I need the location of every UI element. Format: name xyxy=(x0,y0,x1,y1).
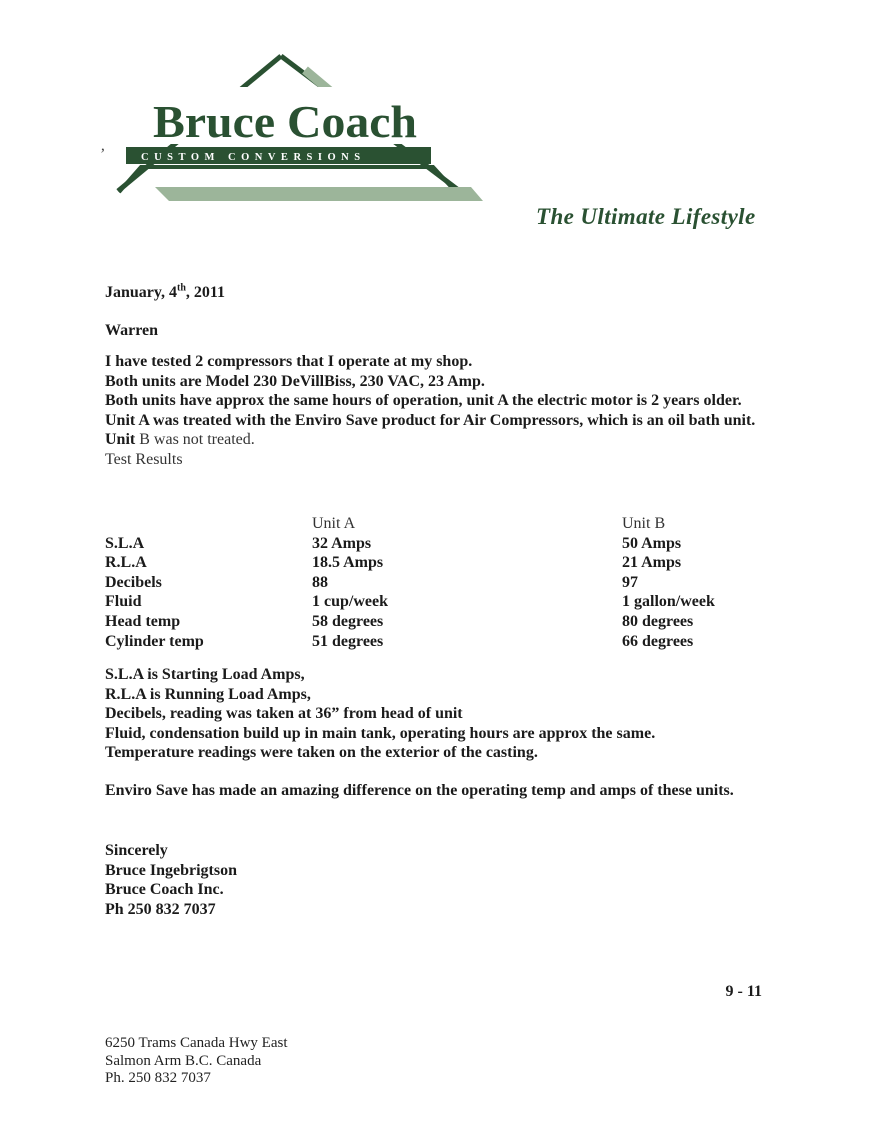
footer-line: Ph. 250 832 7037 xyxy=(105,1070,211,1087)
bruce-coach-logo xyxy=(93,40,483,208)
unit-a-value: 32 Amps xyxy=(312,534,372,552)
row-label: S.L.A xyxy=(105,534,145,552)
date-suffix: , 2011 xyxy=(185,284,226,301)
paragraph-regular-part: B was not treated. xyxy=(135,431,255,449)
table-row xyxy=(105,592,777,612)
unit-a-value: 88 xyxy=(312,573,328,591)
unit-a-value: 51 degrees xyxy=(312,632,384,650)
date-prefix: January, 4 xyxy=(105,284,178,301)
footer-address xyxy=(105,1035,288,1088)
table-header-unit-a: Unit A xyxy=(312,515,356,532)
paragraph: Both units are Model 230 DeVillBiss, 230 VAC, 23 Amp. xyxy=(105,372,485,390)
table-header-empty xyxy=(105,514,312,534)
table-row xyxy=(105,553,777,573)
unit-a-value: 18.5 Amps xyxy=(312,554,384,572)
table-row xyxy=(105,632,777,652)
wordmark-text: Bruce Coach xyxy=(153,96,417,147)
note-line: Temperature readings were taken on the exterior of the casting. xyxy=(105,744,538,762)
date-ordinal: th xyxy=(177,282,186,294)
base-shadow-band xyxy=(155,187,483,201)
tagline: The Ultimate Lifestyle xyxy=(536,204,756,229)
note-line: Decibels, reading was taken at 36” from head of unit xyxy=(105,705,463,723)
paragraph xyxy=(105,430,777,450)
row-label: Cylinder temp xyxy=(105,632,204,650)
unit-a-value: 58 degrees xyxy=(312,612,384,630)
paragraph: Enviro Save has made an amazing difference on the operating temp and amps of these units. xyxy=(105,782,734,799)
paragraph: Both units have approx the same hours of operation, unit A the electric motor is 2 years older. xyxy=(105,392,742,410)
signature-line: Bruce Ingebrigtson xyxy=(105,861,237,879)
unit-a-value: 1 cup/week xyxy=(312,593,388,611)
row-label: Decibels xyxy=(105,573,162,591)
footer-line: Salmon Arm B.C. Canada xyxy=(105,1052,262,1069)
note-line: R.L.A is Running Load Amps, xyxy=(105,685,311,703)
unit-b-value: 66 degrees xyxy=(622,632,694,650)
banner-text: CUSTOM CONVERSIONS xyxy=(141,152,366,163)
unit-b-value: 21 Amps xyxy=(622,554,682,572)
signature-line: Sincerely xyxy=(105,842,168,859)
row-label: Head temp xyxy=(105,612,181,630)
note-line: Fluid, condensation build up in main tank, operating hours are approx the same. xyxy=(105,724,656,742)
body-paragraphs xyxy=(105,352,777,470)
scan-artifact-mark: ’ xyxy=(99,146,105,163)
paragraph-bold-part: Unit xyxy=(105,431,136,449)
table-header-row xyxy=(105,514,777,534)
results-table xyxy=(105,514,777,651)
row-label: R.L.A xyxy=(105,554,147,572)
unit-b-value: 80 degrees xyxy=(622,612,694,630)
paragraph: Unit A was treated with the Enviro Save product for Air Compressors, which is an oil bath unit. xyxy=(105,411,756,429)
table-row xyxy=(105,534,777,554)
note-line: S.L.A is Starting Load Amps, xyxy=(105,666,305,683)
closing-paragraph xyxy=(105,781,777,801)
table-header-unit-b: Unit B xyxy=(622,515,666,532)
signature-line: Ph 250 832 7037 xyxy=(105,900,216,918)
salutation: Warren xyxy=(105,322,159,339)
page-number: 9 - 11 xyxy=(725,983,762,1000)
signature-line: Bruce Coach Inc. xyxy=(105,881,224,899)
table-row xyxy=(105,573,777,593)
unit-b-value: 1 gallon/week xyxy=(622,593,715,611)
row-label: Fluid xyxy=(105,593,142,611)
footer-line: 6250 Trams Canada Hwy East xyxy=(105,1035,288,1051)
paragraph: I have tested 2 compressors that I operate at my shop. xyxy=(105,353,473,370)
date-line xyxy=(105,283,777,303)
notes-block xyxy=(105,665,777,763)
unit-b-value: 50 Amps xyxy=(622,534,682,552)
unit-b-value: 97 xyxy=(622,573,638,591)
paragraph: Test Results xyxy=(105,450,183,468)
signature-block xyxy=(105,841,777,919)
table-row xyxy=(105,612,777,632)
